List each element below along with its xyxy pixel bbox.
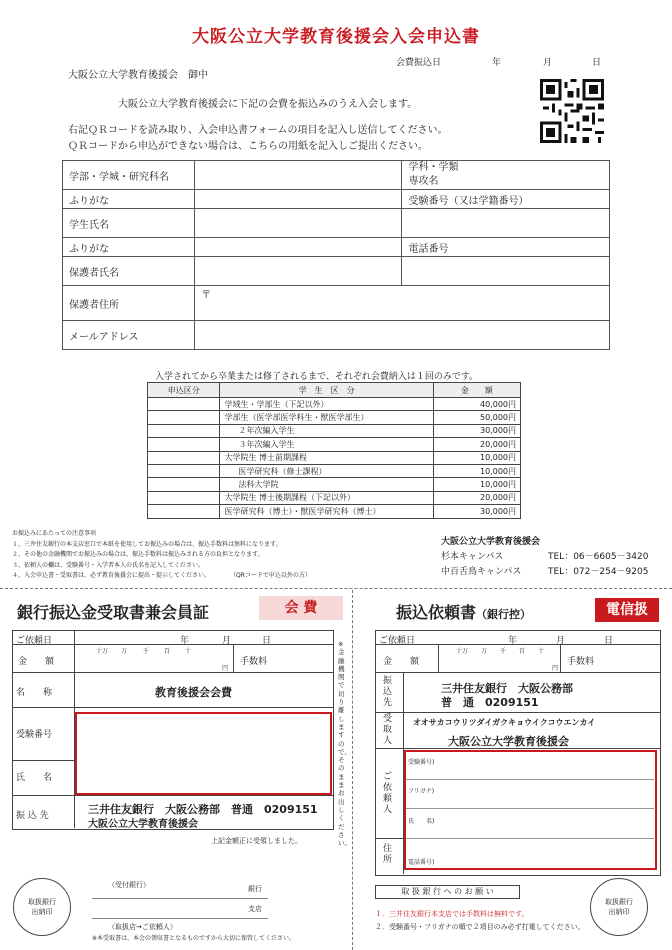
fee-header-category: 学 生 区 分 [220,383,433,398]
dest-type: 普 通 0209151 [441,696,539,709]
email-label: メールアドレス [63,321,195,350]
guardian-name-label: 保護者氏名 [63,257,195,286]
receipt-month: 月 [222,636,232,646]
receipt-input-box[interactable] [75,712,332,795]
dest-label: 振込先 [383,676,393,708]
transfer-client-label: ご依頼日 [379,636,416,646]
notes-heading: お振込みにあたっての注意事項 [12,530,97,537]
fee-amount: 10,000円 [433,464,520,477]
receipt-stamp-circle [13,878,71,936]
fee-category: 医学研究科（博士）・獣医学研究科（博士） [220,505,433,518]
receipt-divider [12,795,333,796]
fee-row [148,438,521,451]
transfer-subtitle: （銀行控） [476,608,532,621]
bank-label: 銀行 [248,885,262,893]
fee-apply-cell[interactable] [148,491,220,504]
fee-rows [148,398,521,519]
fee-row [148,464,521,477]
receipt-title: 銀行振込金受取書兼会員証 [17,603,210,622]
fee-category: ２年次編入学生 [220,424,433,437]
receiving-bank-label: （受付銀行） [108,881,150,889]
tel-1: TEL：06－6605－3420 [548,552,649,562]
transfer-digit: 十万 [456,648,469,655]
furigana-label: ふりがな [63,190,195,209]
intro-text: 大阪公立大学教育後援会に下記の会費を振込みのうえ入会します。 [118,99,418,110]
transfer-digit: 円 [552,665,559,672]
major-text: 専攻名 [408,176,439,187]
transfer-day: 日 [604,636,614,646]
fee-row [148,478,521,491]
requester-row-line [406,779,654,780]
stamp-label: 出納印 [31,908,53,916]
receipt-digit: 万 [121,648,128,655]
requester-row-line [406,838,654,839]
cut-line-horizontal [0,588,672,589]
receipt-divider [12,672,333,673]
receipt-person-label: 氏 名 [16,773,53,783]
branch-label: 支店 [248,905,262,913]
receipt-digit: 十万 [96,648,109,655]
req-kana-label: フリガナ) [408,788,435,795]
receipt-fee-label: 手数料 [240,657,268,667]
receipt-day: 日 [262,636,272,646]
transfer-divider [375,672,660,673]
dept-label [402,161,610,190]
fee-amount: 10,000円 [433,478,520,491]
fee-amount: 40,000円 [433,398,520,411]
requester-row-line [406,808,654,809]
application-form [62,160,610,350]
transfer-digit: 百 [519,648,526,655]
fee-category: 大学院生 博士前期課程 [220,451,433,464]
transfer-title [396,600,531,623]
note-2: ２、その他の金融機関でお振込みの場合は、振込手数料は振込みされる方の負担となります。 [12,551,264,558]
qr-instruction-1: 右記ＱＲコードを読み取り、入会申込書フォームの項目を記入し送信してください。 [68,125,448,136]
fee-apply-cell[interactable] [148,464,220,477]
receipt-name-value: 教育後援会会費 [155,686,232,699]
student-name-field[interactable] [195,209,402,238]
fee-amount: 10,000円 [433,451,520,464]
email-field[interactable] [195,321,610,350]
qr-instruction-2: ＱＲコードから申込ができない場合は、こちらの用紙を記入しご提出ください。 [68,141,428,152]
notes-block [12,529,311,582]
transfer-divider [375,644,660,645]
faculty-label: 学部・学城・研究科名 [63,161,195,190]
campus-1: 杉本キャンパス [441,552,504,562]
addressee: 大阪公立大学教育後援会 御中 [68,70,208,81]
fee-apply-cell[interactable] [148,451,220,464]
furigana-field[interactable] [195,190,402,209]
request-title: 取 扱 銀 行 へ の お 願 い [375,885,520,899]
receipt-amount-label: 金 額 [18,657,55,667]
dept-text: 学科・学類 [408,162,459,173]
req-exam-label: 受験番号) [408,759,435,766]
receipt-payee-name: 大阪公立大学教育後援会 [88,819,198,830]
receipt-divider [12,707,333,708]
fee-amount: 30,000円 [433,505,520,518]
fee-row [148,398,521,411]
student-name-label: 学生氏名 [63,209,195,238]
guardian-address-field[interactable] [195,286,610,321]
transfer-digit: 十 [538,648,545,655]
fee-category: ３年次編入学生 [220,438,433,451]
transfer-stamp-circle [590,878,648,936]
receipt-client-label: ご依頼日 [16,636,53,646]
fee-note: 入学されてから卒業または修了されるまで、それぞれ会費納入は１回のみです。 [155,372,479,382]
cut-line-vertical [352,590,353,950]
receipt-payee-bank: 三井住友銀行 大阪公務部 普通 0209151 [88,803,318,816]
campus-2: 中百舌鳥キャンパス [441,567,522,577]
fee-row [148,451,521,464]
qr-code-icon[interactable] [540,79,604,143]
fee-header-apply: 申込区分 [148,383,220,398]
postal-mark: 〒 [201,290,212,301]
fee-row [148,411,521,424]
fee-category: 法科大学院 [220,478,433,491]
note-4b: （QRコードで申込以外の方） [233,572,311,579]
receipt-digit: 百 [164,648,171,655]
transfer-col-divider [560,644,561,672]
transfer-title-text: 振込依頼書 [396,603,477,622]
stamp-label: 出納印 [608,908,630,916]
tel-2: TEL：072－254－9205 [548,567,649,577]
fee-amount: 50,000円 [433,411,520,424]
request-1: １．三井住友銀行本支店では手数料は無料です。 [375,910,529,918]
transfer-digit: 万 [481,648,488,655]
receipt-payee-label: 振 込 先 [16,811,49,821]
note-3: ３、依頼人の欄は、受験番号・入学者本人の氏名を記入してください。 [12,561,205,569]
address-label: 住所 [383,844,393,865]
bank-line [92,898,268,899]
receipt-digit: 十 [185,648,192,655]
handler-label: （取扱店→ご依頼人） [108,923,177,931]
guardian-address-label: 保護者住所 [63,286,195,321]
fee-row [148,424,521,437]
receipt-digit: 円 [222,665,229,672]
fee-apply-cell[interactable] [148,424,220,437]
date-month: 月 [543,58,553,68]
note-1: １、三井住友銀行の本支店窓口で本紙を使用してお振込みの場合は、振込手数料は無料になります。 [12,540,282,548]
telegraphic-tag: 電信扱 [595,598,659,622]
transfer-col-divider [438,644,439,672]
fee-apply-cell[interactable] [148,398,220,411]
requester-input-box[interactable] [404,750,657,870]
receipt-name-label: 名 称 [16,688,53,698]
branch-line [92,918,268,919]
fee-amount: 20,000円 [433,491,520,504]
date-day: 日 [592,58,602,68]
request-2: ２．受験番号・フリガナの順で２項目のみ必ず打電してください。 [375,923,585,931]
transfer-amount-label: 金 額 [383,657,420,667]
received-note: 上記金額正に受領しました。 [211,837,302,845]
receipt-col-divider [233,644,234,672]
fee-apply-cell[interactable] [148,411,220,424]
phone-field[interactable] [402,257,610,286]
guardian-name-field[interactable] [195,257,402,286]
stamp-label: 取扱銀行 [28,898,56,906]
cut-instruction: ※金融機関で切り離しますので、そのままお出しください。 [338,640,351,848]
fee-category: 学部生（医学部医学科生・獣医学部生） [220,411,433,424]
recipient-name: 大阪公立大学教育後援会 [448,735,569,748]
payment-date-label: 会費振込日 [396,58,442,68]
contact-org: 大阪公立大学教育後援会 [441,537,541,547]
receipt-digit: 千 [143,648,150,655]
receipt-footnote: ※本受取書は、本会の領収書となるものですから大切に保管してください。 [92,935,296,942]
exam-no-label: 受験番号（又は学籍番号） [402,190,610,209]
receipt-exam-label: 受験番号 [16,730,53,740]
receipt-divider [12,760,74,761]
date-year: 年 [492,58,502,68]
fee-amount: 20,000円 [433,438,520,451]
receipt-divider [12,644,333,645]
transfer-divider [375,838,403,839]
furigana2-field[interactable] [195,238,402,257]
fee-apply-cell[interactable] [148,505,220,518]
page-title: 大阪公立大学教育後援会入会申込書 [192,27,480,47]
note-4: ４、入会申込書・受取書は、必ず教育後援会に提出・提示してください。 [12,572,208,579]
req-name-label: 氏 名) [408,818,435,825]
furigana2-label: ふりがな [63,238,195,257]
stamp-label: 取扱銀行 [605,898,633,906]
exam-no-field[interactable] [402,209,610,238]
recipient-label: 受取人 [383,714,393,746]
fee-row [148,505,521,518]
transfer-divider [375,712,660,713]
transfer-digit: 千 [500,648,507,655]
faculty-field[interactable] [195,161,402,190]
fee-category: 医学研究科（修士課程） [220,464,433,477]
recipient-kana: オオサカコウリツダイガクキョウイクコウエンカイ [413,718,596,727]
fee-apply-cell[interactable] [148,438,220,451]
transfer-year: 年 [508,636,518,646]
fee-apply-cell[interactable] [148,478,220,491]
transfer-fee-label: 手数料 [567,657,595,667]
requester-label: ご依頼人 [383,772,393,815]
dest-bank: 三井住友銀行 大阪公務部 [441,682,573,695]
fee-row [148,491,521,504]
receipt-tag: 会 費 [259,596,343,620]
fee-category: 学域生・学部生（下記以外） [220,398,433,411]
fee-table [147,382,521,519]
receipt-year: 年 [180,636,190,646]
req-phone-label: 電話番号) [408,859,435,866]
fee-amount: 30,000円 [433,424,520,437]
transfer-month: 月 [556,636,566,646]
fee-header-amount: 金 額 [433,383,520,398]
fee-category: 大学院生 博士後期課程（下記以外） [220,491,433,504]
phone-label: 電話番号 [402,238,610,257]
